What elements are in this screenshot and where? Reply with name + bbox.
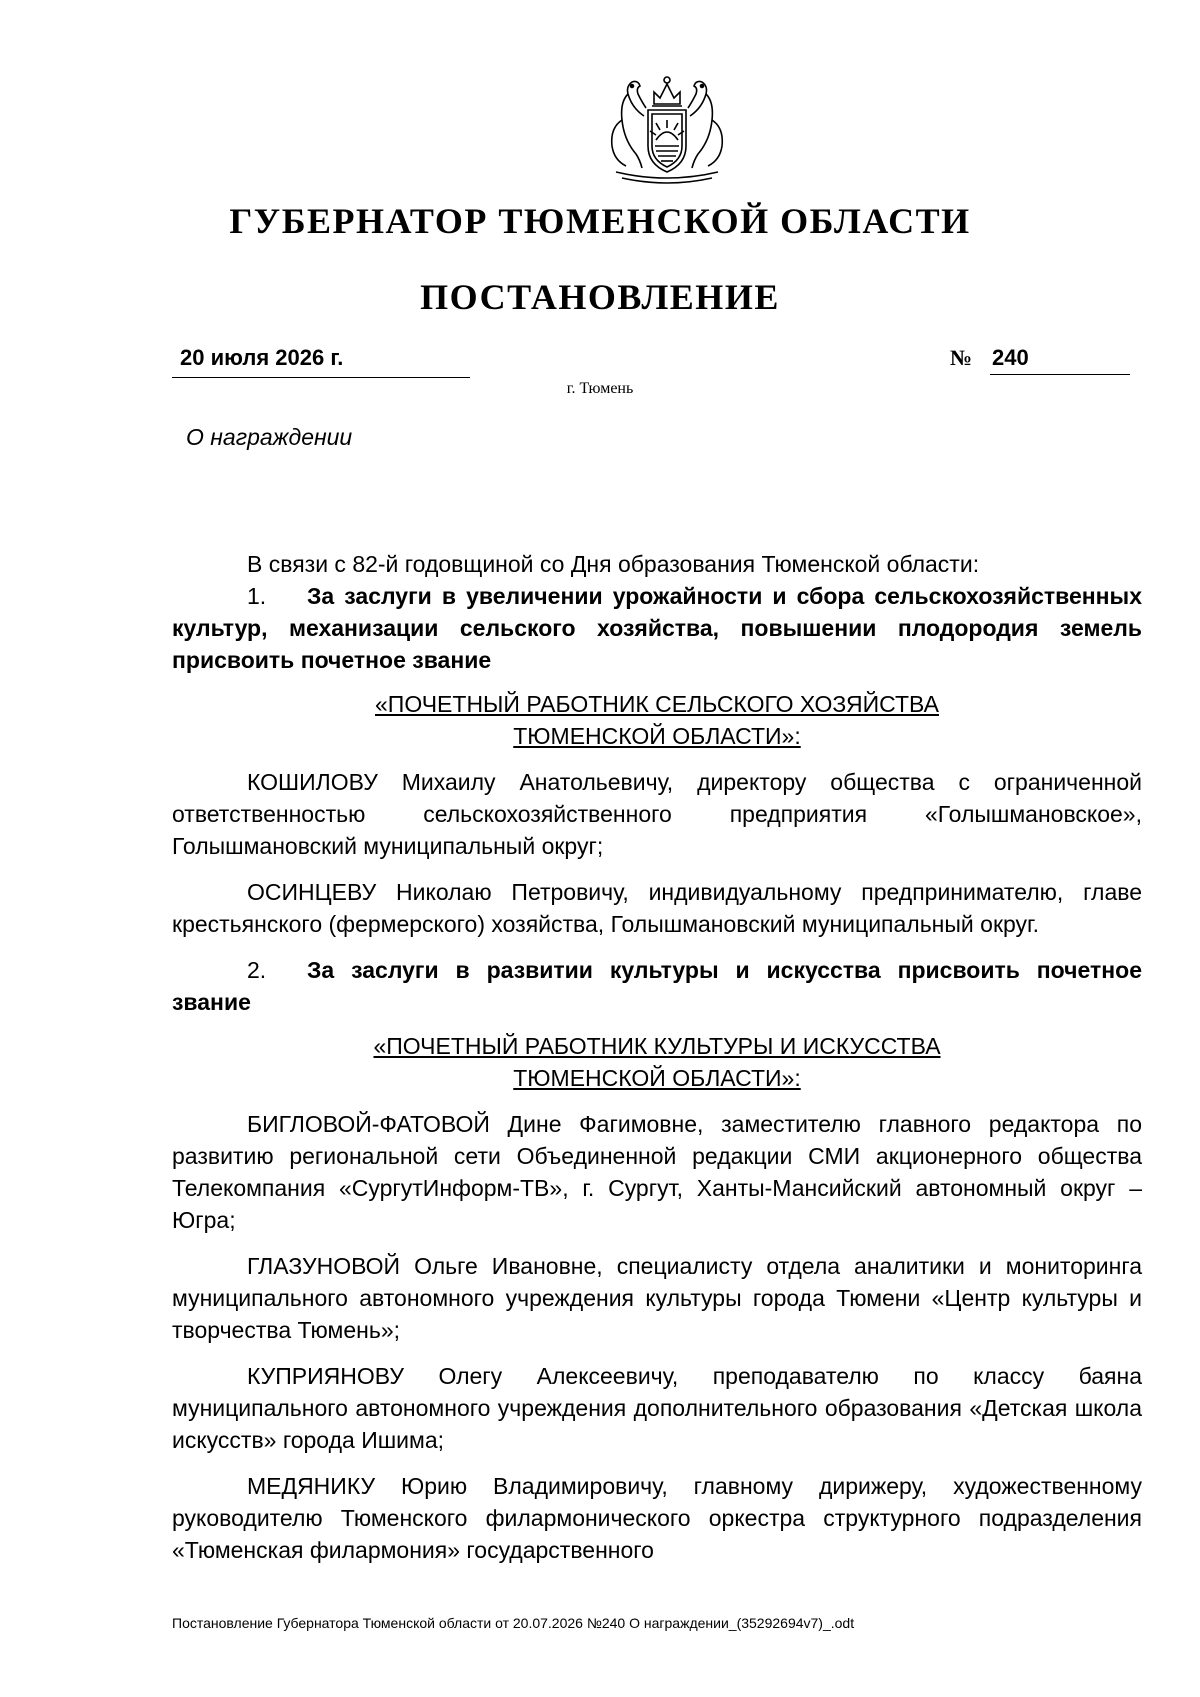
section-2-award-title xyxy=(172,1030,1142,1094)
number-sign: № xyxy=(950,345,973,370)
document-subject: О награждении xyxy=(186,424,353,450)
awardee-paragraph: КОШИЛОВУ Михаилу Анатольевичу, директору общества с ограниченной ответственностью сельскохозяйственного предприятия «Голышмановское», Голышмановский муниципальный округ; xyxy=(172,769,1142,859)
intro-paragraph: В связи с 82-й годовщиной со Дня образования Тюменской области: xyxy=(247,551,980,577)
section-1-title-line-2: ТЮМЕНСКОЙ ОБЛАСТИ»: xyxy=(513,723,801,749)
section-2-number: 2. xyxy=(247,957,267,983)
awardee-paragraph: КУПРИЯНОВУ Олегу Алексеевичу, преподавателю по классу баяна муниципального автономного учреждения дополнительного образования «Детская школа искусств» города Ишима; xyxy=(172,1363,1142,1453)
awardee-paragraph: ГЛАЗУНОВОЙ Ольге Ивановне, специалисту отдела аналитики и мониторинга муниципального автономного учреждения культуры города Тюмени «Центр культуры и творчества Тюмень»; xyxy=(172,1253,1142,1343)
document-type: ПОСТАНОВЛЕНИЕ xyxy=(420,277,780,317)
section-1-heading xyxy=(172,580,1142,676)
section-2-title-line-1: «ПОЧЕТНЫЙ РАБОТНИК КУЛЬТУРЫ И ИСКУССТВА xyxy=(373,1033,941,1059)
awardee-paragraph: ОСИНЦЕВУ Николаю Петровичу, индивидуальному предпринимателю, главе крестьянского (фермерского) хозяйства, Голышмановский муниципальный округ. xyxy=(172,879,1142,937)
section-1-text: За заслуги в увеличении урожайности и сбора сельскохозяйственных культур, механизации сельского хозяйства, повышении плодородия земель присвоить почетное звание xyxy=(172,583,1142,673)
awardee-paragraph: БИГЛОВОЙ-ФАТОВОЙ Дине Фагимовне, заместителю главного редактора по развитию региональной сети Объединенной редакции СМИ акционерного общества Телекомпания «СургутИнформ-ТВ», г. Сургут, Ханты-Мансийский автономный округ – Югра; xyxy=(172,1111,1142,1233)
section-2-text: За заслуги в развитии культуры и искусства присвоить почетное звание xyxy=(172,957,1142,1015)
section-1-award-title xyxy=(172,688,1142,752)
document-place: г. Тюмень xyxy=(566,380,634,397)
coat-of-arms-icon xyxy=(592,68,742,192)
section-2-title-line-2: ТЮМЕНСКОЙ ОБЛАСТИ»: xyxy=(513,1065,801,1091)
section-2-heading xyxy=(172,954,1142,1018)
document-body xyxy=(172,548,1142,1566)
awardee-paragraph: МЕДЯНИКУ Юрию Владимировичу, главному дирижеру, художественному руководителю Тюменского филармонического оркестра структурного подразделения «Тюменская филармония» государственного xyxy=(172,1473,1142,1563)
document-number: 240 xyxy=(990,345,1130,375)
document-date: 20 июля 2026 г. xyxy=(172,345,470,378)
authority-title: ГУБЕРНАТОР ТЮМЕНСКОЙ ОБЛАСТИ xyxy=(229,201,971,241)
document-footer: Постановление Губернатора Тюменской области от 20.07.2026 №240 О награждении_(35292694v7)_.odt xyxy=(172,1615,855,1631)
section-1-number: 1. xyxy=(247,583,267,609)
section-1-title-line-1: «ПОЧЕТНЫЙ РАБОТНИК СЕЛЬСКОГО ХОЗЯЙСТВА xyxy=(375,691,939,717)
document-number-field xyxy=(950,345,1130,378)
